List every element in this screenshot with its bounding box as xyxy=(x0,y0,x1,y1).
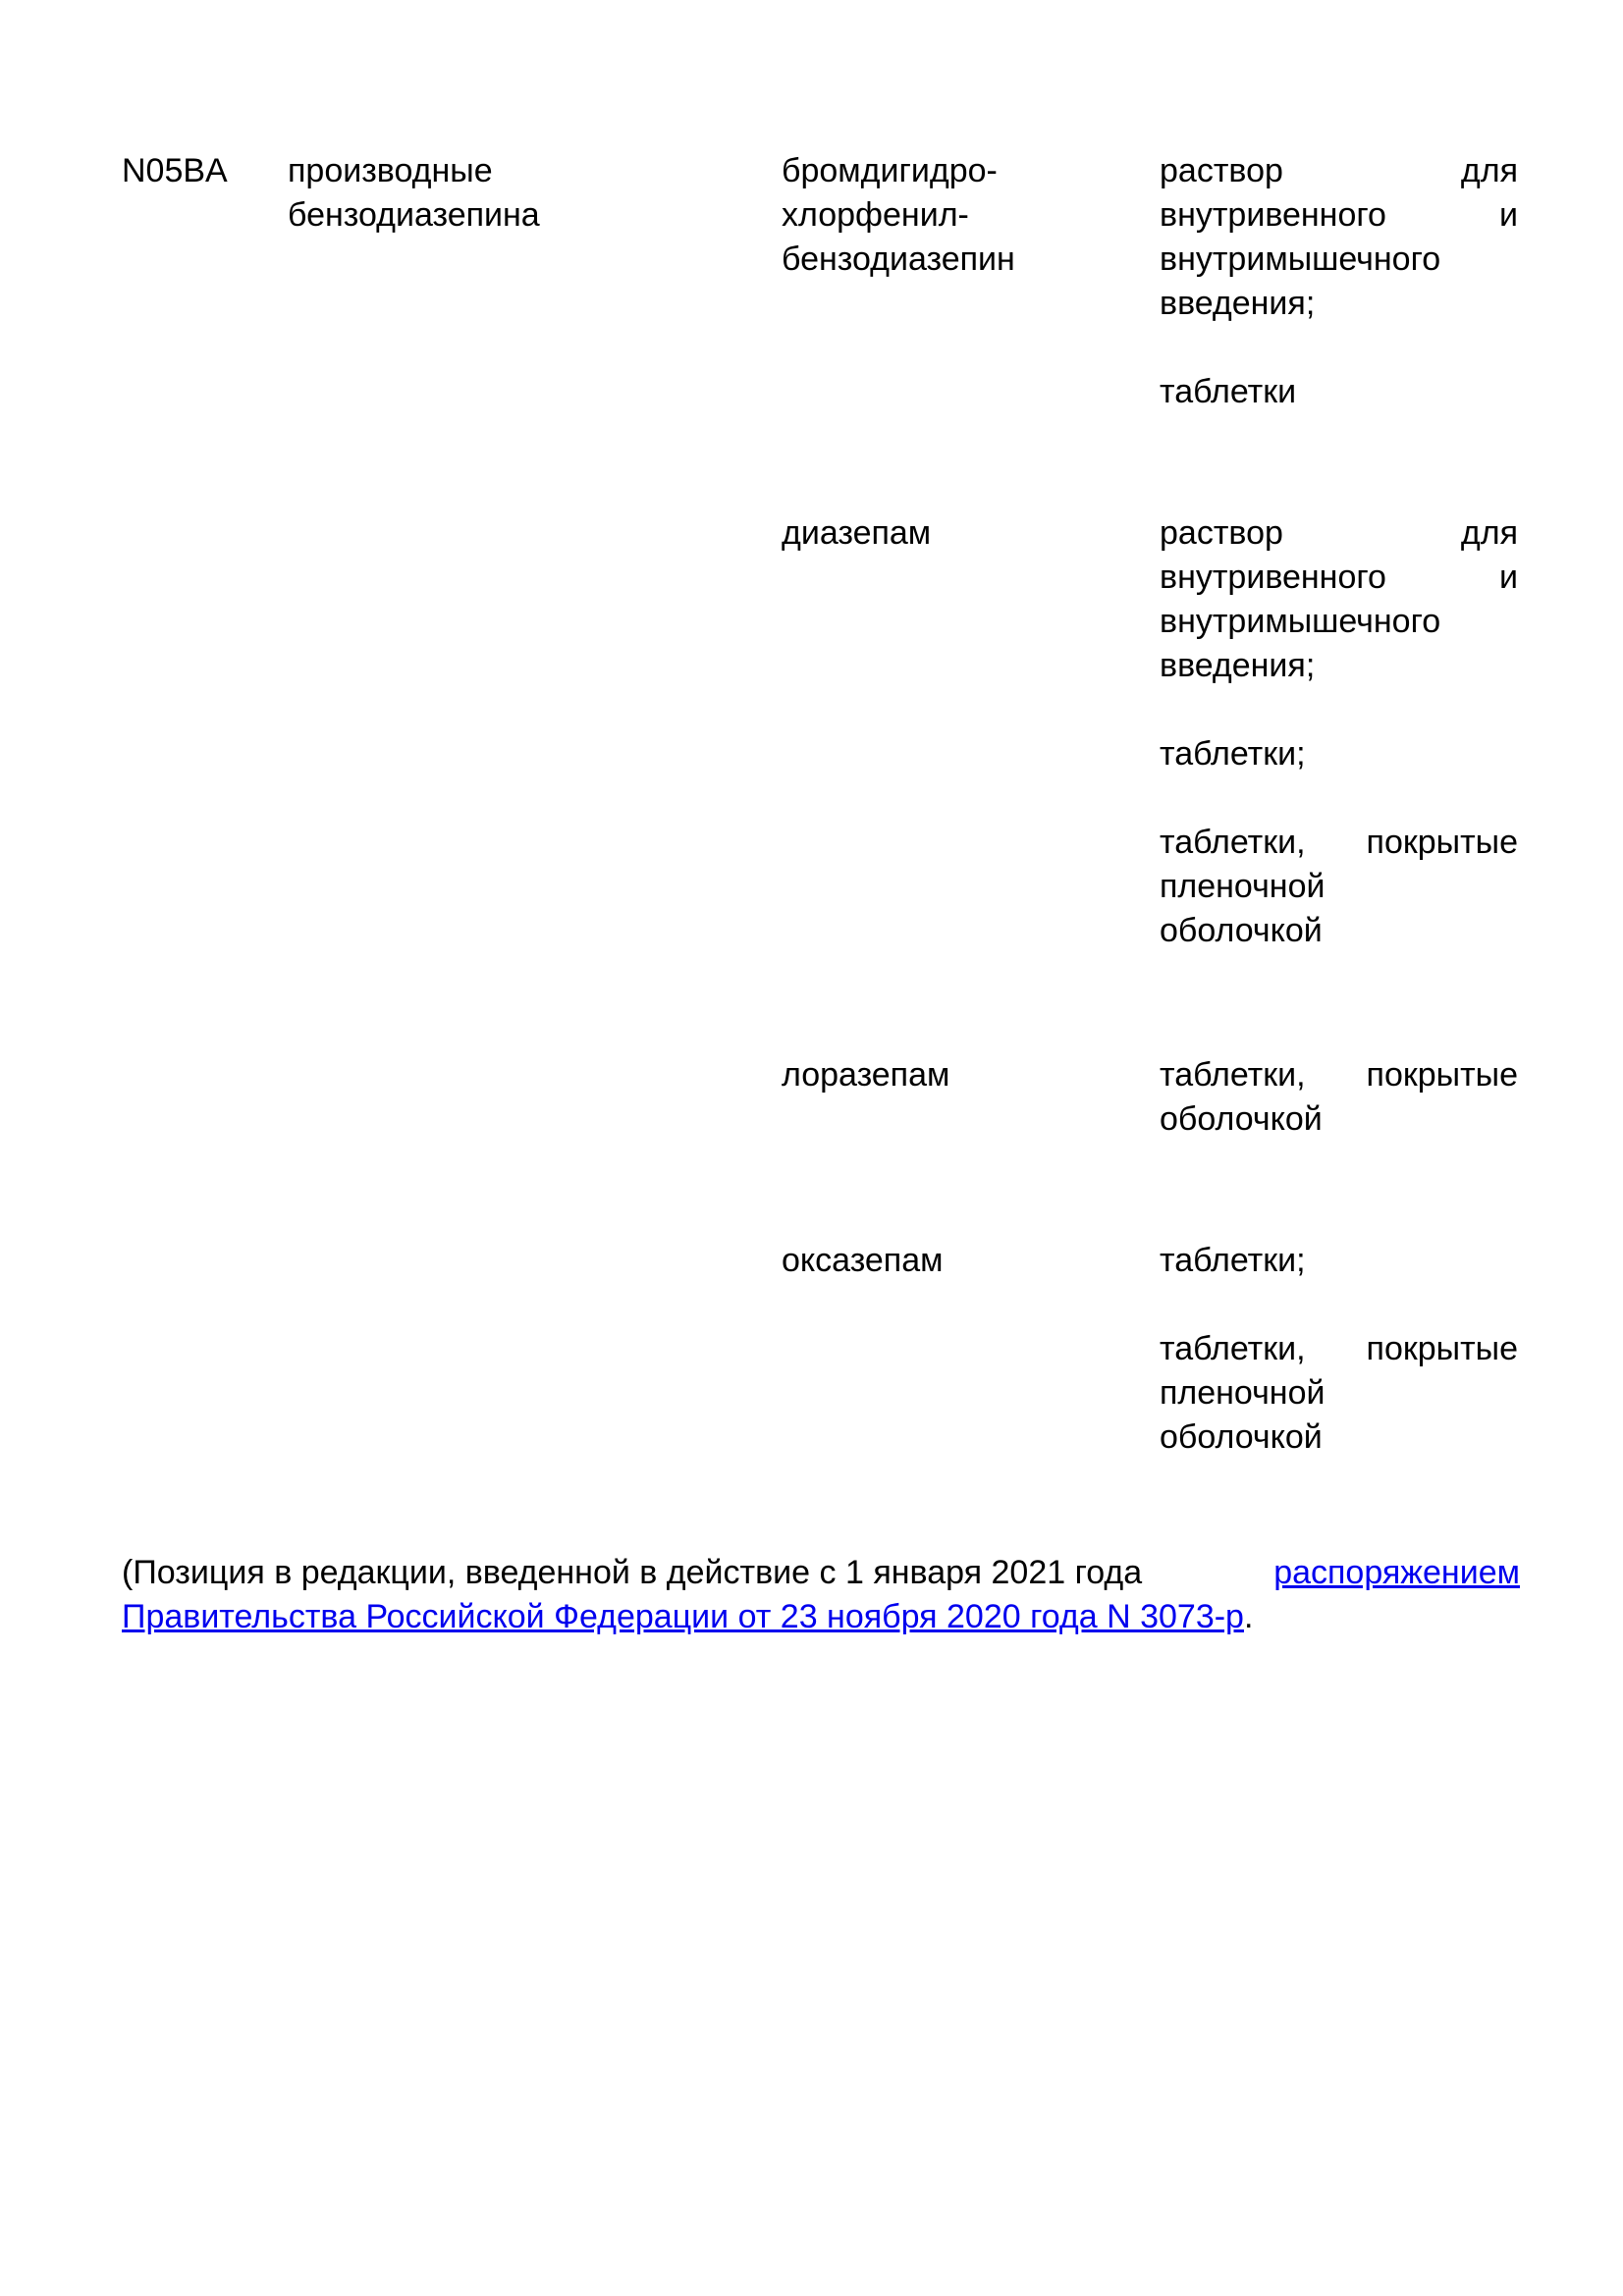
dosage-form xyxy=(1160,821,1518,953)
dosage-form-line xyxy=(1160,556,1518,600)
dosage-form-line: внутримышечного xyxy=(1160,240,1441,278)
dosage-form-word: для xyxy=(1460,152,1518,189)
dosage-form-line xyxy=(1160,1053,1518,1097)
dosage-form-word: внутривенного xyxy=(1160,196,1386,234)
dosage-form-word: и xyxy=(1499,196,1518,234)
dosage-form-line: оболочкой xyxy=(1160,1100,1323,1138)
dosage-form xyxy=(1160,1053,1518,1142)
revision-note xyxy=(122,1551,1520,1639)
dosage-form-word: раствор xyxy=(1160,152,1283,189)
legal-act-link[interactable]: Правительства Российской Федерации от 23 ноября 2020 года N 3073-р xyxy=(122,1598,1244,1635)
dosage-form-line xyxy=(1160,511,1518,556)
dosage-form-line: пленочной xyxy=(1160,1374,1325,1412)
dosage-form-word: покрытые xyxy=(1366,824,1518,861)
dosage-form xyxy=(1160,370,1518,414)
dosage-form-word: покрытые xyxy=(1366,1056,1518,1094)
dosage-form-line: внутримышечного xyxy=(1160,603,1441,640)
drug-name xyxy=(782,1239,1194,1283)
dosage-form-line xyxy=(1160,149,1518,193)
dosage-form-line xyxy=(1160,821,1518,865)
dosage-form xyxy=(1160,511,1518,688)
dosage-form xyxy=(1160,149,1518,326)
atc-group xyxy=(288,149,730,238)
dosage-form-line: таблетки; xyxy=(1160,735,1306,773)
dosage-form-line: таблетки xyxy=(1160,373,1297,410)
dosage-form-line: таблетки; xyxy=(1160,1242,1306,1279)
drug-name-line: бромдигидро- xyxy=(782,152,998,189)
drug-name-line: лоразепам xyxy=(782,1056,950,1094)
atc-code-text: N05BA xyxy=(122,152,228,189)
dosage-form-line: оболочкой xyxy=(1160,912,1323,949)
dosage-form-word: таблетки, xyxy=(1160,824,1306,861)
drug-name-line: диазепам xyxy=(782,514,932,552)
dosage-form-word: раствор xyxy=(1160,514,1283,552)
dosage-form-word: таблетки, xyxy=(1160,1330,1306,1367)
revision-note-prefix: (Позиция в редакции, введенной в действие с 1 января 2021 года xyxy=(122,1554,1143,1591)
atc-group-line: бензодиазепина xyxy=(288,196,540,234)
revision-note-line xyxy=(122,1595,1520,1639)
dosage-form-line xyxy=(1160,193,1518,238)
atc-group-line: производные xyxy=(288,152,493,189)
drug-name-line: бензодиазепин xyxy=(782,240,1015,278)
legal-act-link[interactable]: распоряжением xyxy=(1273,1554,1520,1591)
revision-note-suffix: . xyxy=(1243,1598,1254,1635)
drug-name-line: оксазепам xyxy=(782,1242,944,1279)
dosage-form-word: внутривенного xyxy=(1160,559,1386,596)
dosage-form-line: введения; xyxy=(1160,285,1316,322)
dosage-form-line: введения; xyxy=(1160,647,1316,684)
dosage-form-line: пленочной xyxy=(1160,868,1325,905)
drug-name xyxy=(782,1053,1194,1097)
dosage-form-line: оболочкой xyxy=(1160,1418,1323,1456)
dosage-form-line xyxy=(1160,1327,1518,1371)
dosage-form xyxy=(1160,732,1518,776)
revision-note-line xyxy=(122,1551,1520,1595)
dosage-form xyxy=(1160,1239,1518,1283)
dosage-form-word: для xyxy=(1460,514,1518,552)
drug-name-line: хлорфенил- xyxy=(782,196,969,234)
dosage-form xyxy=(1160,1327,1518,1460)
drug-name xyxy=(782,149,1194,282)
dosage-form-word: покрытые xyxy=(1366,1330,1518,1367)
drug-name xyxy=(782,511,1194,556)
atc-code xyxy=(122,149,228,193)
dosage-form-word: таблетки, xyxy=(1160,1056,1306,1094)
dosage-form-word: и xyxy=(1499,559,1518,596)
